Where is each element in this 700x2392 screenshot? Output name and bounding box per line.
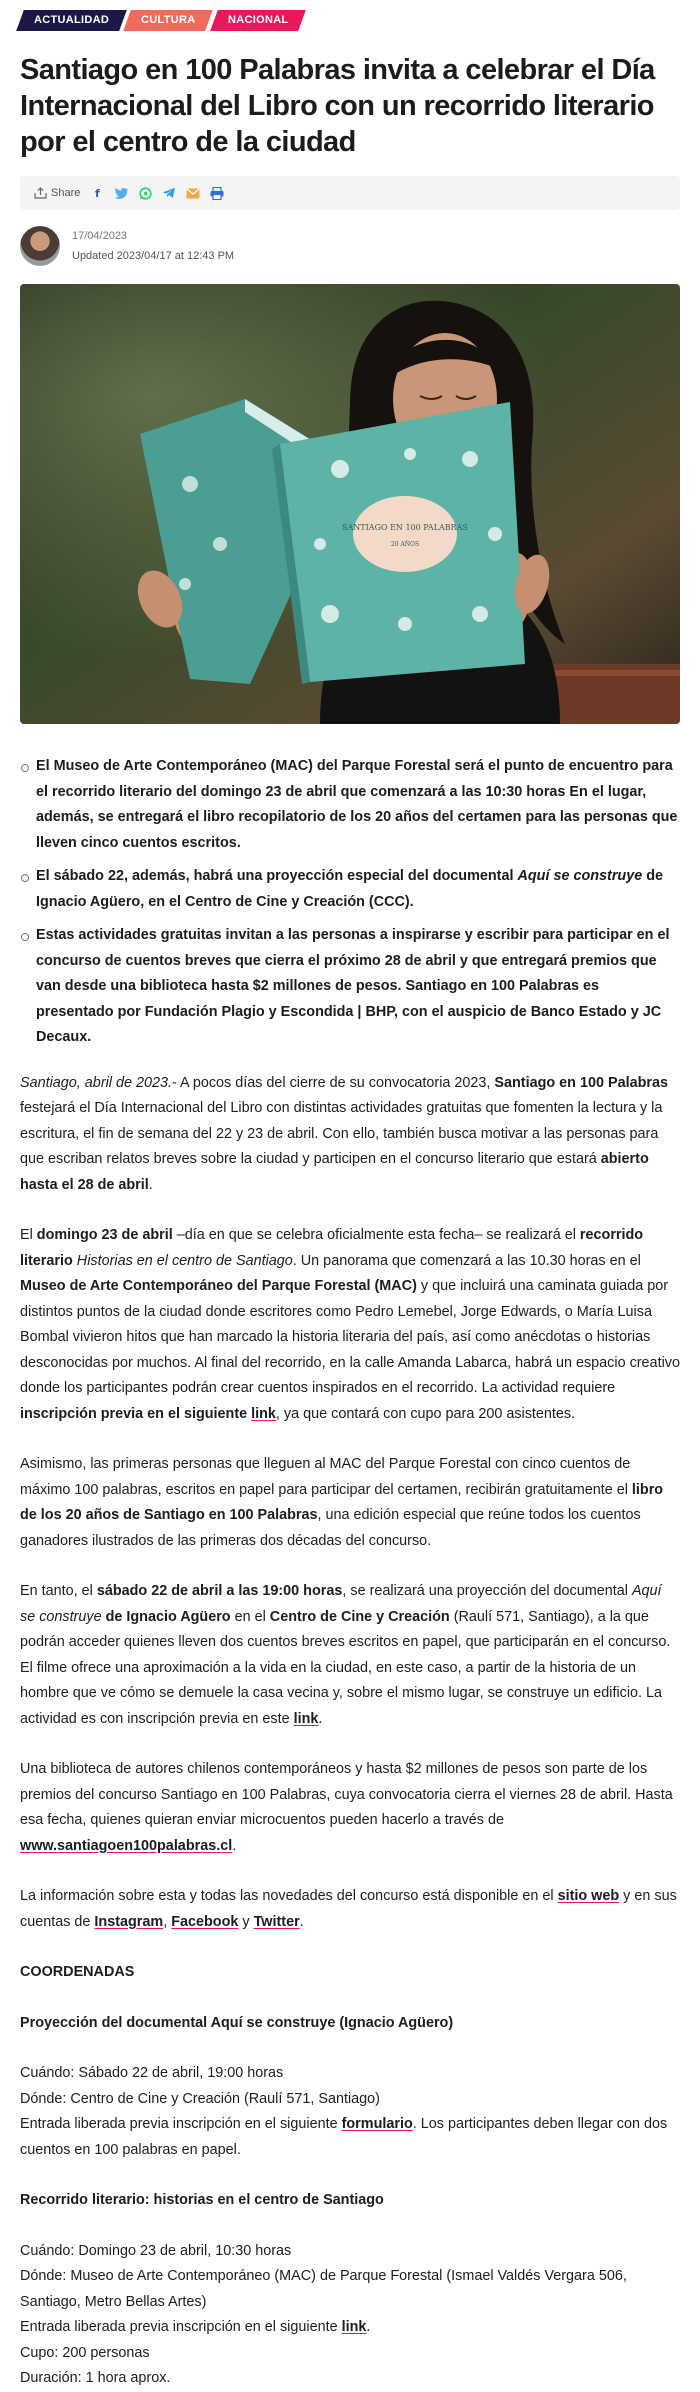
coordinates-heading: COORDENADAS [20,1964,135,1980]
instagram-link[interactable]: Instagram [94,1913,164,1930]
paragraph: Una biblioteca de autores chilenos contemporáneos y hasta $2 millones de pesos son parte de los premios del concurso Santiago en 100 Palabras, cuya convocatoria cierra el viernes 28 de abril. Hasta esa fecha, quienes quieran enviar microcuentos pueden hacerlo a través de www.santiagoen100palabras.cl. [20,1761,673,1854]
print-icon[interactable] [210,187,224,200]
sitio-web-link[interactable]: sitio web [557,1888,620,1904]
form-link[interactable]: formulario [341,2116,413,2132]
tag-label: NACIONAL [227,14,289,26]
paragraph: El domingo 23 de abril –día en que se celebra oficialmente esta fecha– se realizará el recorrido literario Historias en el centro de Santiago. Un panorama que comenzará a las 10.30 horas en el Museo de Arte Contemporáneo del Parque Forestal (MAC) y que incluirá una caminata guiada por distintos puntos de la ciudad donde escritores como Pedro Lemebel, Jorge Edwards, o María Luisa Bombal vivieron hitos que han marcado la historia literaria del país, así como anécdotas o historias desconocidas por muchos. Al final del recorrido, en la calle Amanda Labarca, habrá un espacio creativo donde los participantes podrán crear cuentos inspirados en el recorrido. La actividad requiere inscripción previa en el siguiente link, ya que contará con cupo para 200 asistentes. [20,1227,680,1422]
article [20,10,680,2392]
share-icon [34,187,47,199]
event-2-details: Cuándo: Domingo 23 de abril, 10:30 horas Dónde: Museo de Arte Contemporáneo (MAC) de Parque Forestal (Ismael Valdés Vergara 506, Santiago, Metro Bellas Artes) Entrada liberada previa inscripción en el siguiente link. Cupo: 200 personas Duración: 1 hora aprox. [20,2242,627,2386]
paragraph: Asimismo, las primeras personas que lleguen al MAC del Parque Forestal con cinco cuentos de máximo 100 palabras, escritos en papel para participar del certamen, recibirán gratuitamente el libro de los 20 años de Santiago en 100 Palabras, una edición especial que reúne todos los cuentos ganadores ilustrados de las primeras dos décadas del concurso. [20,1456,664,1549]
highlight-item: El Museo de Arte Contemporáneo (MAC) del Parque Forestal será el punto de encuentro para el recorrido literario del domingo 23 de abril que comenzará a las 10:30 horas En el lugar, además, se entregará el libro recopilatorio de los 20 años del certamen para las personas que lleven cinco cuentos escritos. [20,754,680,856]
twitter-icon[interactable] [114,187,129,200]
event-2-title: Recorrido literario: historias en el centro de Santiago [20,2192,384,2208]
highlight-item: El sábado 22, además, habrá una proyección especial del documental Aquí se construye de Ignacio Agüero, en el Centro de Cine y Creación (CCC). [20,864,680,915]
tag-cultura[interactable] [123,10,213,31]
tag-actualidad[interactable] [16,10,127,31]
author-meta [20,224,680,268]
twitter-link[interactable]: Twitter [253,1913,300,1930]
share-button[interactable] [34,187,80,199]
updated-date: Updated 2023/04/17 at 12:43 PM [72,250,235,262]
paragraph: La información sobre esta y todas las novedades del concurso está disponible en el sitio web y en sus cuentas de Instagram, Facebook y Twitter. [20,1888,677,1930]
tour-registration-link[interactable]: link [341,2319,367,2335]
event-1-title: Proyección del documental Aquí se construye (Ignacio Agüero) [20,2014,454,2031]
facebook-link[interactable]: Facebook [171,1913,239,1930]
book-cover-subtitle: 20 AÑOS [390,541,420,548]
tag-nacional[interactable] [210,10,306,31]
highlight-item: Estas actividades gratuitas invitan a las personas a inspirarse y escribir para participar en el concurso de cuentos breves que cierra el próximo 28 de abril y que entregará premios que van desde una biblioteca hasta $2 millones de pesos. Santiago en 100 Palabras es presentado por Fundación Plagio y Escondida | BHP, con el auspicio de Banco Estado y JC Decaux. [20,923,680,1051]
facebook-icon[interactable]: f [94,186,100,200]
website-link[interactable]: www.santiagoen100palabras.cl [20,1837,233,1854]
tag-label: CULTURA [141,14,196,26]
tag-label: ACTUALIDAD [34,14,110,26]
event-1-details: Cuándo: Sábado 22 de abril, 19:00 horas Dónde: Centro de Cine y Creación (Raulí 571, Santiago) Entrada liberada previa inscripción en el siguiente formulario. Los participantes deben llegar con dos cuentos en 100 palabras en papel. [20,2065,668,2158]
whatsapp-icon[interactable] [139,187,152,200]
paragraph: En tanto, el sábado 22 de abril a las 19:00 horas, se realizará una proyección del documental Aquí se construye de Ignacio Agüero en el Centro de Cine y Creación (Raulí 571, Santiago), a la que podrán acceder quienes lleven dos cuentos breves escritos en papel, que participarán en el concurso. El filme ofrece una aproximación a la vida en la ciudad, en este caso, a partir de la historia de un hombre que ve cómo se demuele la casa vecina y, sobre el mismo lugar, se construye un edificio. La actividad es con inscripción previa en este link. [20,1583,671,1727]
category-tags [20,10,680,32]
registration-link[interactable]: link [251,1405,276,1422]
share-label: Share [51,187,81,199]
book-cover-title: SANTIAGO EN 100 PALABRAS [342,523,468,532]
screening-link[interactable]: link [293,1710,319,1727]
share-bar [20,176,680,210]
publish-date: 17/04/2023 [72,230,128,242]
article-title: Santiago en 100 Palabras invita a celebrar el Día Internacional del Libro con un recorrido literario por el centro de la ciudad [20,54,655,158]
highlights-list [20,754,680,1051]
paragraph: Santiago, abril de 2023.- A pocos días del cierre de su convocatoria 2023, Santiago en 100 Palabras festejará el Día Internacional del Libro con distintas actividades gratuitas que fomenten la lectura y la escritura, el fin de semana del 22 y 23 de abril. Con ello, también busca motivar a las personas para que escriban relatos breves sobre la ciudad y participen en el concurso literario que estará abierto hasta el 28 de abril. [20,1074,668,1193]
hero-image [20,284,680,724]
avatar[interactable] [20,226,60,266]
article-body [20,1071,680,2392]
telegram-icon[interactable] [162,187,176,199]
email-icon[interactable] [186,188,200,199]
